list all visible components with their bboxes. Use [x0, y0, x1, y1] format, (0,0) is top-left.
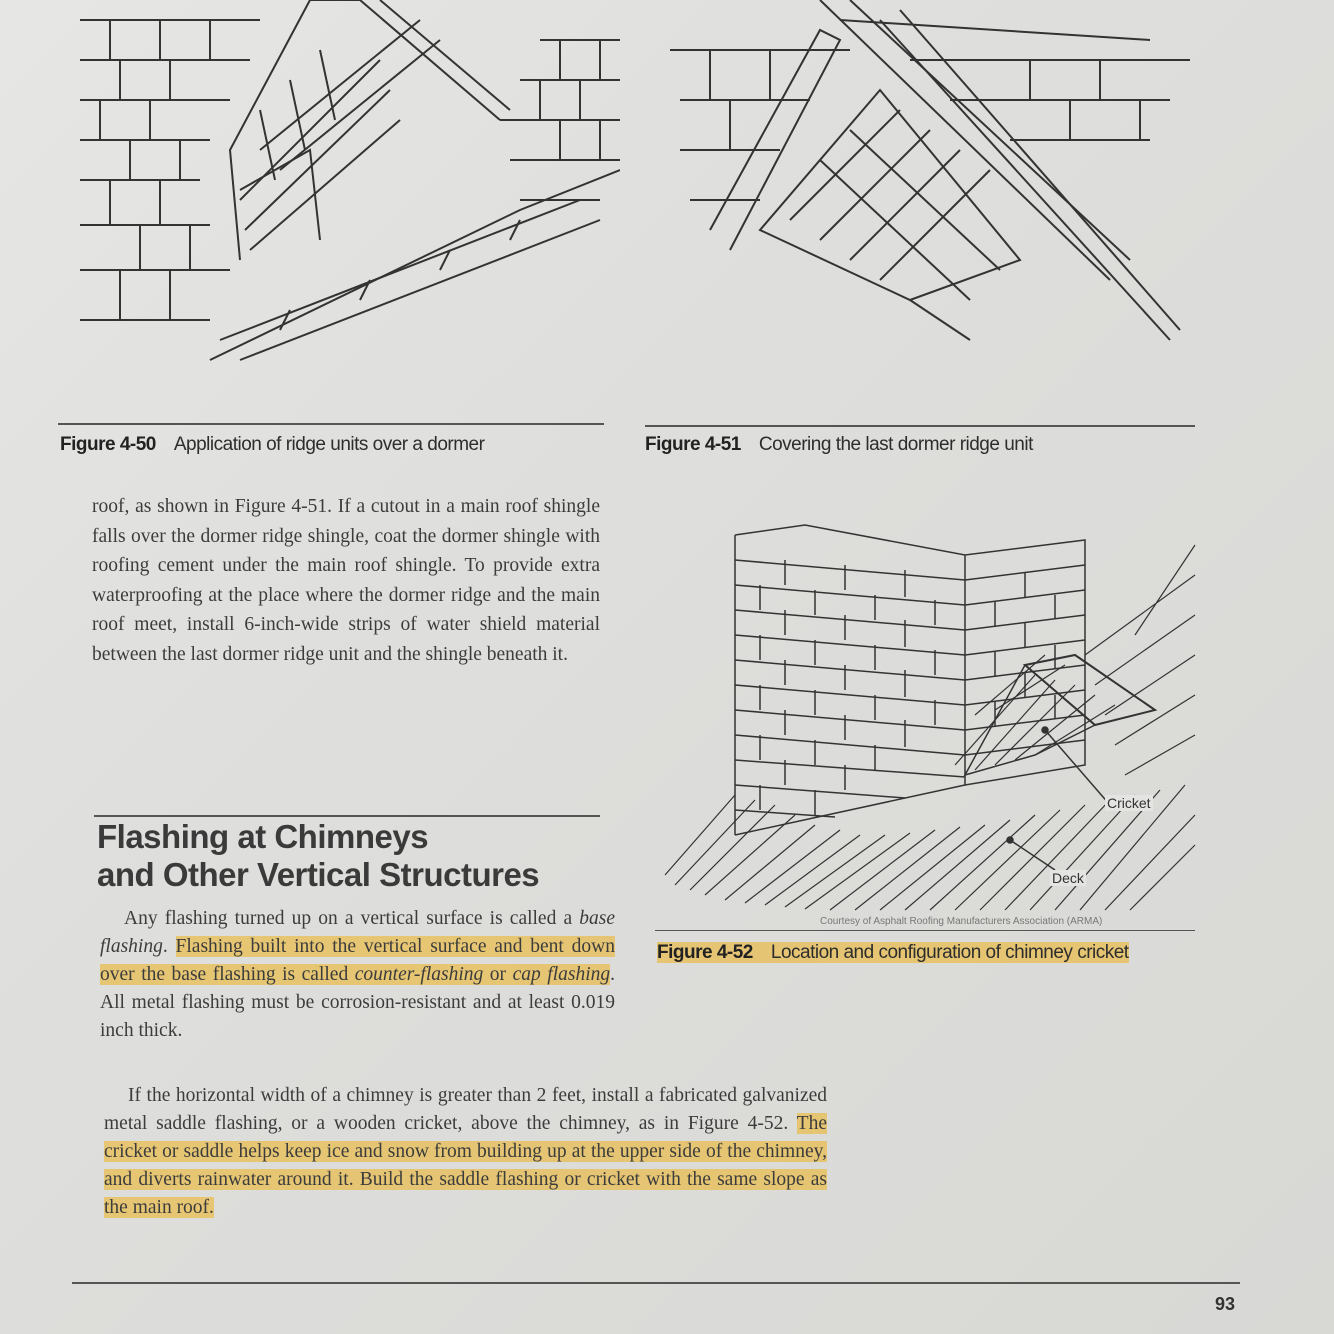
term-counter-flashing: counter-flashing — [354, 964, 484, 985]
deck-label: Deck — [1052, 870, 1084, 886]
term-cap-flashing: cap flashing — [512, 964, 611, 985]
figure-4-52-rule — [655, 930, 1195, 931]
highlighted-text: The cricket or saddle helps keep ice and snow from building up at the upper side of the chimney, and diverts rainwater around it. Build the saddle flashing or cricket with the same slope as the main roof. — [104, 1113, 827, 1218]
figure-4-51-rule — [645, 425, 1195, 427]
continued-paragraph — [92, 492, 600, 669]
figure-number: Figure 4-52 — [657, 942, 753, 963]
heading-line-1: Flashing at Chimneys — [97, 818, 429, 855]
caption-text: Application of ridge units over a dormer — [173, 434, 485, 455]
figure-4-51-caption — [645, 434, 1033, 456]
cricket-label: Cricket — [1107, 795, 1151, 811]
text-run: If the horizontal width of a chimney is greater than 2 feet, install a fabricated galvanized metal saddle flashing, or a wooden cricket, above the chimney, as in Figure 4-52. — [104, 1085, 827, 1134]
section-heading — [97, 818, 539, 894]
figure-4-52-illustration — [655, 515, 1200, 915]
figure-4-50-caption — [60, 434, 484, 456]
flashing-paragraph-1: Any flashing turned up on a vertical surface is called a base flashing. Flashing built into the vertical surface and bent down over the base flashing is called counter-flashing or cap flashing. All metal flashing must be corrosion-resistant and at least 0.019 inch thick. — [100, 908, 616, 1041]
text-run: Any flashing turned up on a vertical surface is called a — [124, 908, 580, 929]
figure-4-50-rule — [58, 423, 604, 425]
caption-text: Location and configuration of chimney cricket — [770, 942, 1129, 963]
figure-4-50-illustration — [60, 0, 620, 370]
figure-4-51-illustration — [650, 0, 1200, 370]
section-rule — [94, 815, 600, 817]
highlighted-text: Flashing built into the vertical surface and bent down over the base flashing is called — [100, 936, 616, 985]
caption-text: Covering the last dormer ridge unit — [758, 434, 1033, 455]
text-run: . All metal flashing must be corrosion-resistant and at least 0.019 inch thick. — [100, 964, 616, 1041]
paragraph-text: roof, as shown in Figure 4-51. If a cutout in a main roof shingle falls over the dormer ridge shingle, coat the dormer shingle with roofing cement under the main roof shingle. To provide extra waterproofing at the place where the dormer ridge and the main roof meet, install 6-inch-wide strips of water shield material between the last dormer ridge unit and the shingle beneath it. — [92, 496, 600, 665]
figure-4-52-credit: Courtesy of Asphalt Roofing Manufacturers Association (ARMA) — [820, 916, 1103, 927]
flashing-paragraph-2 — [104, 1082, 827, 1222]
page-number: 93 — [1215, 1294, 1236, 1314]
figure-number: Figure 4-51 — [645, 434, 741, 455]
figure-4-52-caption — [657, 942, 1129, 964]
term-base-flashing: base flashing — [100, 908, 615, 957]
heading-line-2: and Other Vertical Structures — [97, 856, 540, 893]
footer-rule — [72, 1282, 1240, 1284]
figure-number: Figure 4-50 — [60, 434, 156, 455]
